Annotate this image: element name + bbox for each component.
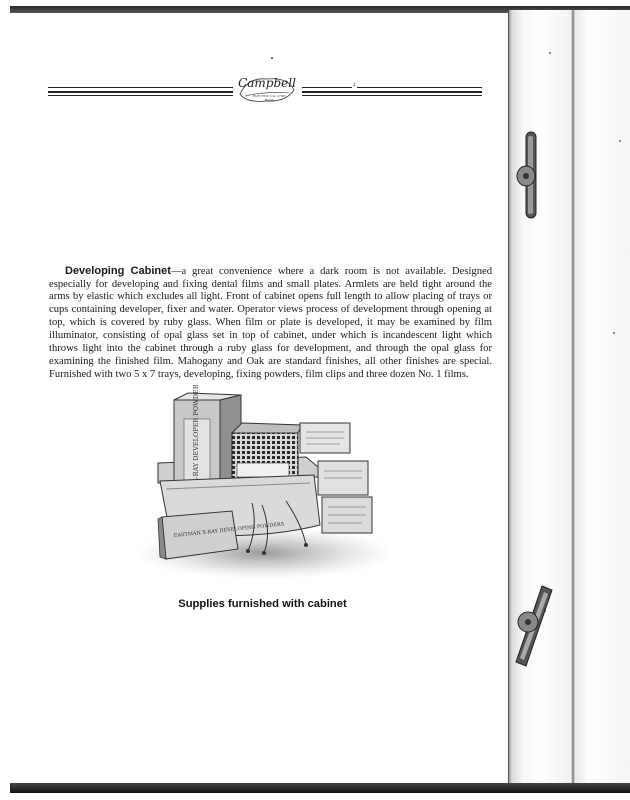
bottom-border — [10, 783, 630, 793]
campbell-logo — [236, 74, 298, 106]
header-rule-left — [48, 86, 233, 96]
box-left-label: X-RAY DEVELOPER POWDERS — [192, 385, 200, 483]
page-marker: 2 — [353, 83, 356, 88]
developing-cabinet-description — [49, 265, 492, 382]
lead-term: Developing Cabinet — [65, 264, 171, 277]
door-latch-top-icon — [514, 130, 554, 220]
logo-wordmark: Campbell — [238, 76, 296, 90]
description-text: —a great convenience where a dark room is not available. Designed especially for developing and fixing dental films and small plates. Armlets are held tight around the arms by elastic which excludes all light. Front of cabinet opens full length to allow placing of trays or cups containing developer, fixer and water. Operator views process of development through opening at top, which is covered by ruby glass. When film or plate is developed, it may be examined by film illuminator, consisting of opal glass set in top of cabinet, under which is incandescent light which throws light into the cabinet through a ruby glass for development, and through the opal glass for examining the finished film. Mahogany and Oak are standard finishes, all other finishes are special. Furnished with two 5 x 7 trays, developing, fixing powders, film clips and three dozen No. 1 films. — [49, 265, 493, 380]
supplies-photo-icon — [136, 385, 396, 585]
supplies-illustration — [136, 385, 396, 585]
illustration-caption: Supplies furnished with cabinet — [178, 598, 347, 610]
header-rule-right — [302, 83, 482, 96]
logo-subtext: ELECTRIC CO. LYNN, MASS. — [253, 94, 287, 102]
scan-speck — [271, 57, 273, 59]
box-front-label: EASTMAN X-RAY DEVELOPING POWDERS — [173, 521, 285, 539]
door-latch-bottom-icon — [508, 582, 560, 672]
